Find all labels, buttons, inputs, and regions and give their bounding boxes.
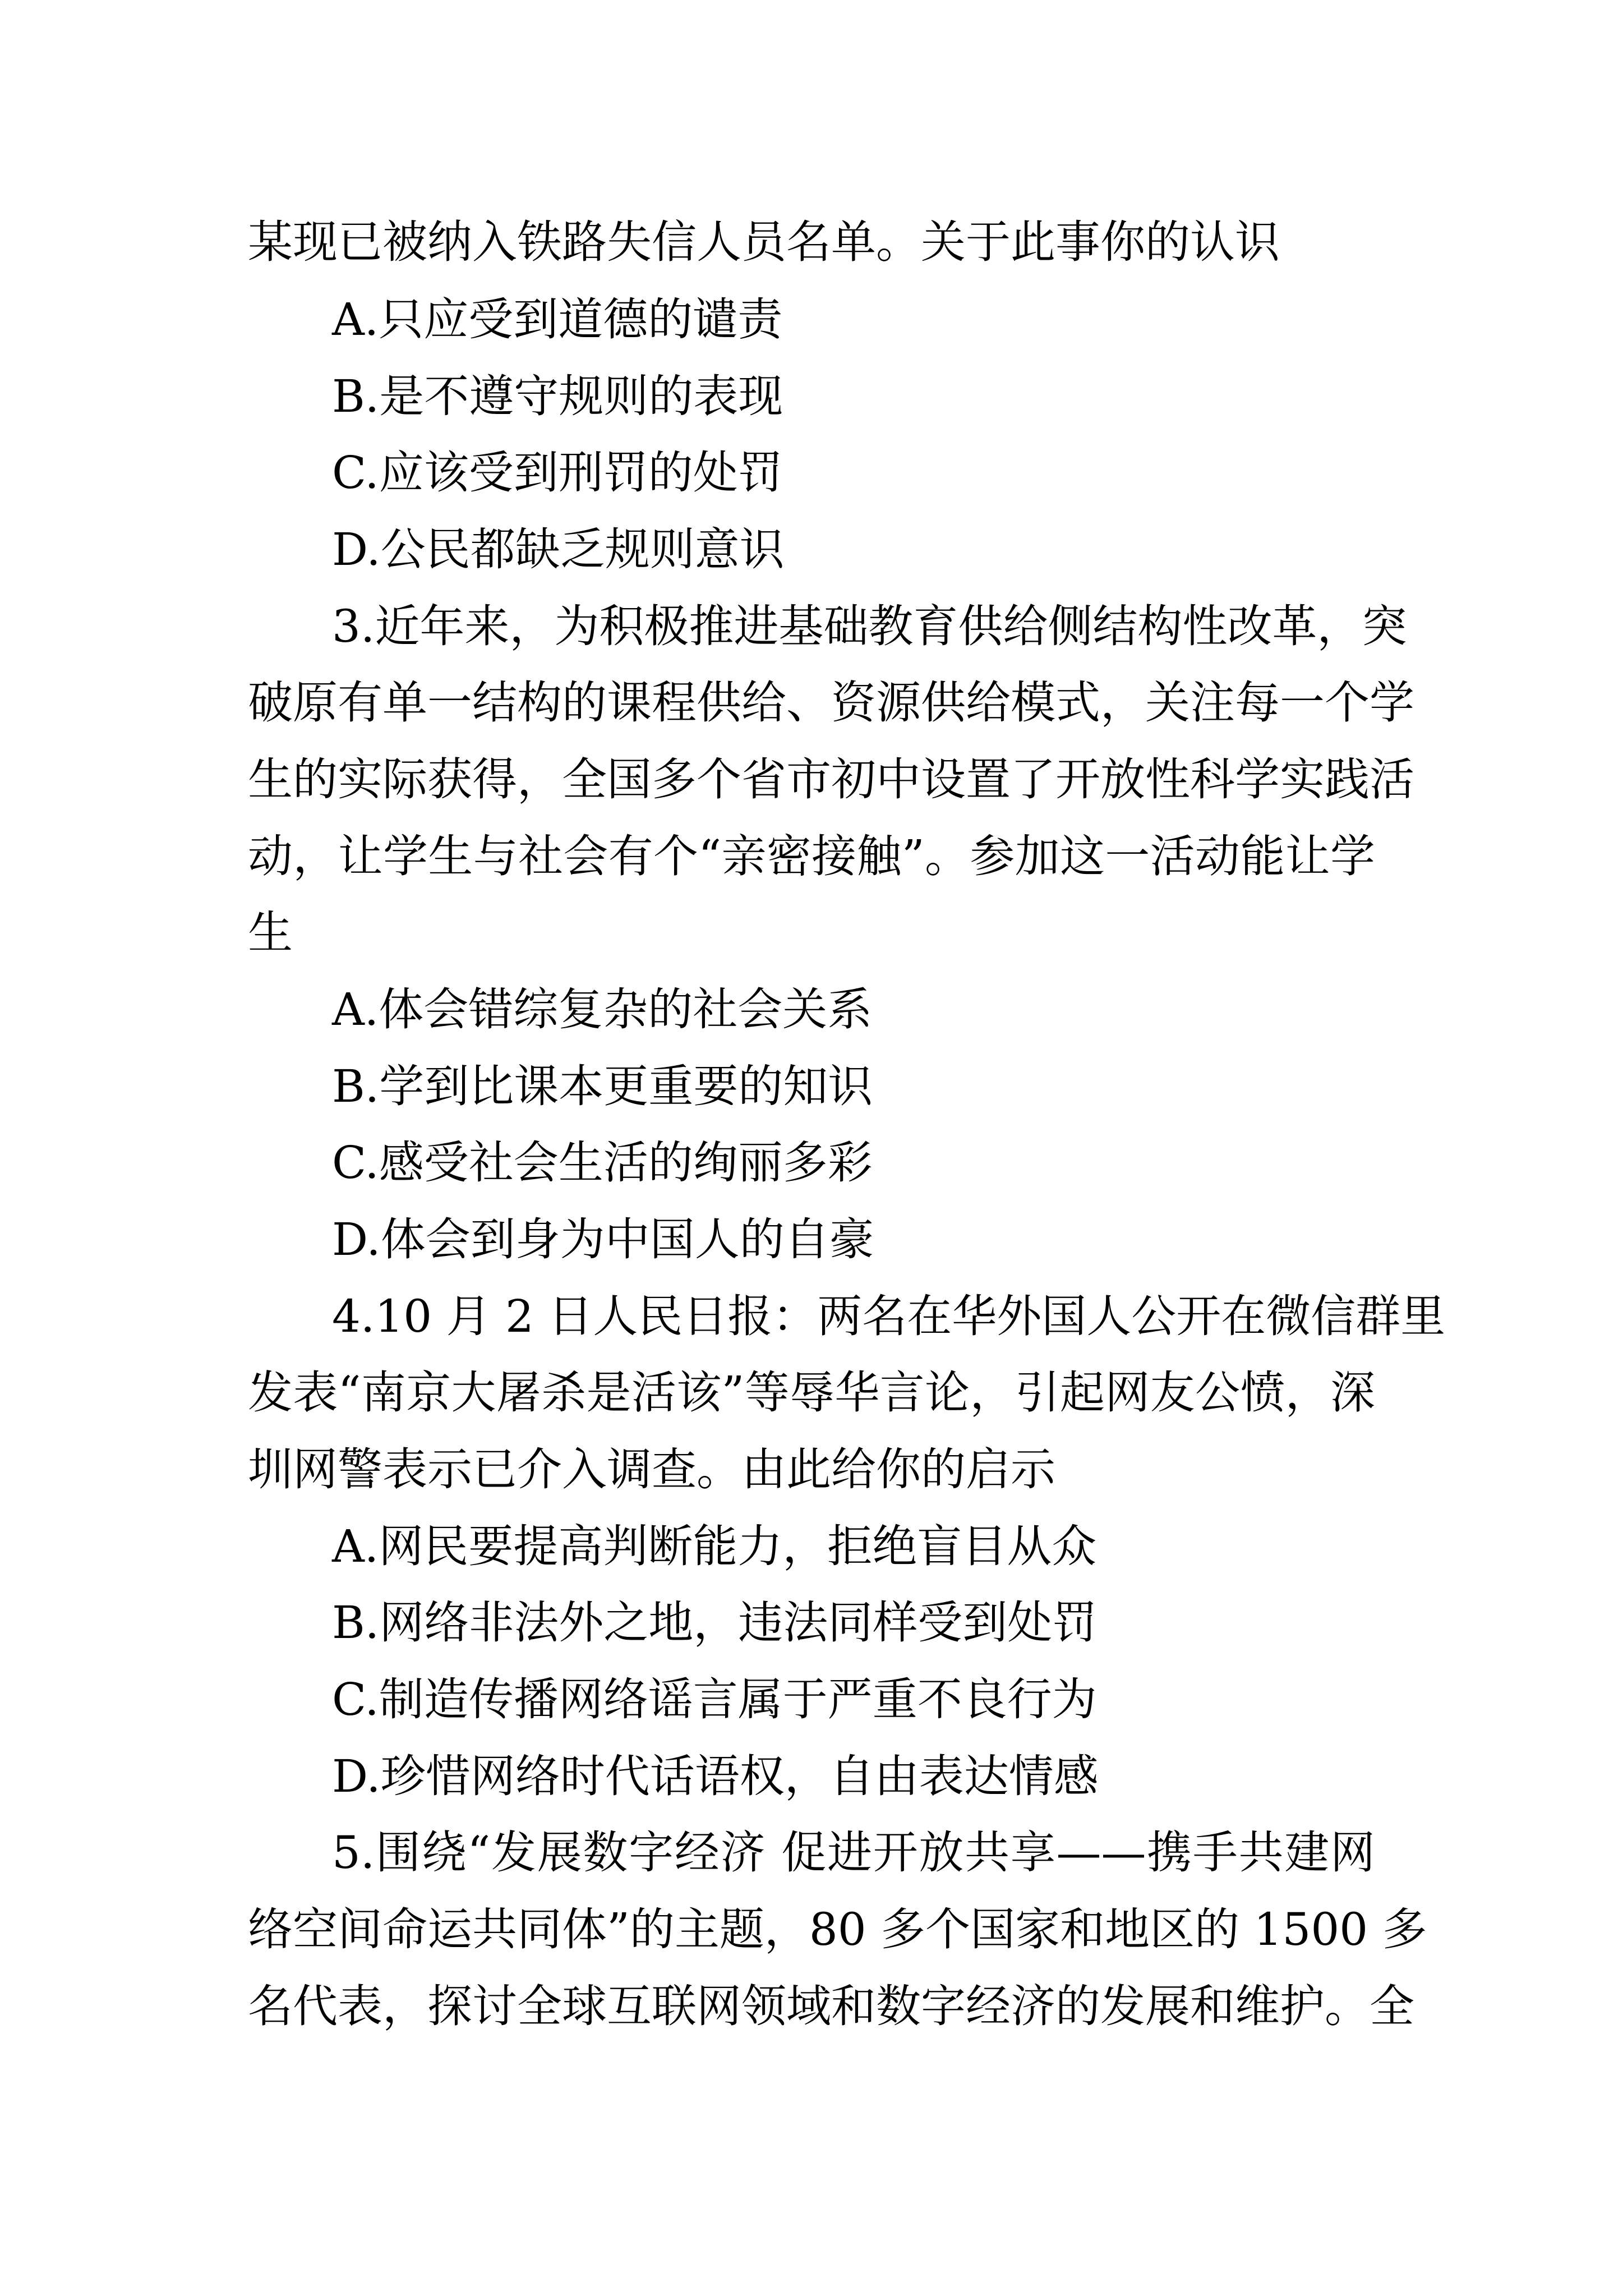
q4-stem-line-1: 4.10 月 2 日人民日报：两名在华外国人公开在微信群里 [332, 1290, 1446, 1342]
q4-option-d: D.珍惜网络时代话语权，自由表达情感 [332, 1750, 1099, 1802]
q4-stem-line-3: 圳网警表示已介入调查。由此给你的启示 [248, 1443, 1055, 1496]
q4-option-c: C.制造传播网络谣言属于严重不良行为 [332, 1673, 1097, 1726]
q4-option-a: A.网民要提高判断能力，拒绝盲目从众 [332, 1520, 1097, 1572]
q4-option-b: B.网络非法外之地，违法同样受到处罚 [332, 1596, 1098, 1649]
q5-stem-line-3: 名代表，探讨全球互联网领域和数字经济的发展和维护。全 [248, 1980, 1414, 2032]
q2-stem-tail: 某现已被纳入铁路失信人员名单。关于此事你的认识 [248, 216, 1280, 268]
q3-option-d: D.体会到身为中国人的自豪 [332, 1213, 874, 1266]
q3-stem-line-4: 动，让学生与社会有个“亲密接触”。参加这一活动能让学 [248, 830, 1375, 882]
q2-option-b: B.是不遵守规则的表现 [332, 370, 783, 422]
q5-stem-line-2: 络空间命运共同体”的主题，80 多个国家和地区的 1500 多 [248, 1903, 1427, 1955]
q3-option-b: B.学到比课本更重要的知识 [332, 1060, 873, 1112]
q3-stem-line-1: 3.近年来，为积极推进基础教育供给侧结构性改革，突 [332, 600, 1407, 652]
q2-option-d: D.公民都缺乏规则意识 [332, 523, 785, 576]
q2-option-a: A.只应受到道德的谴责 [332, 293, 783, 346]
q3-stem-line-3: 生的实际获得，全国多个省市初中设置了开放性科学实践活 [248, 753, 1414, 806]
q5-stem-line-1: 5.围绕“发展数字经济 促进开放共享——携手共建网 [332, 1826, 1375, 1879]
q3-stem-line-5: 生 [248, 907, 293, 959]
q3-stem-line-2: 破原有单一结构的课程供给、资源供给模式，关注每一个学 [248, 677, 1414, 729]
q3-option-a: A.体会错综复杂的社会关系 [332, 983, 873, 1036]
q3-option-c: C.感受社会生活的绚丽多彩 [332, 1137, 873, 1189]
q4-stem-line-2: 发表“南京大屠杀是活该”等辱华言论，引起网友公愤，深 [248, 1366, 1375, 1419]
q2-option-c: C.应该受到刑罚的处罚 [332, 447, 783, 499]
